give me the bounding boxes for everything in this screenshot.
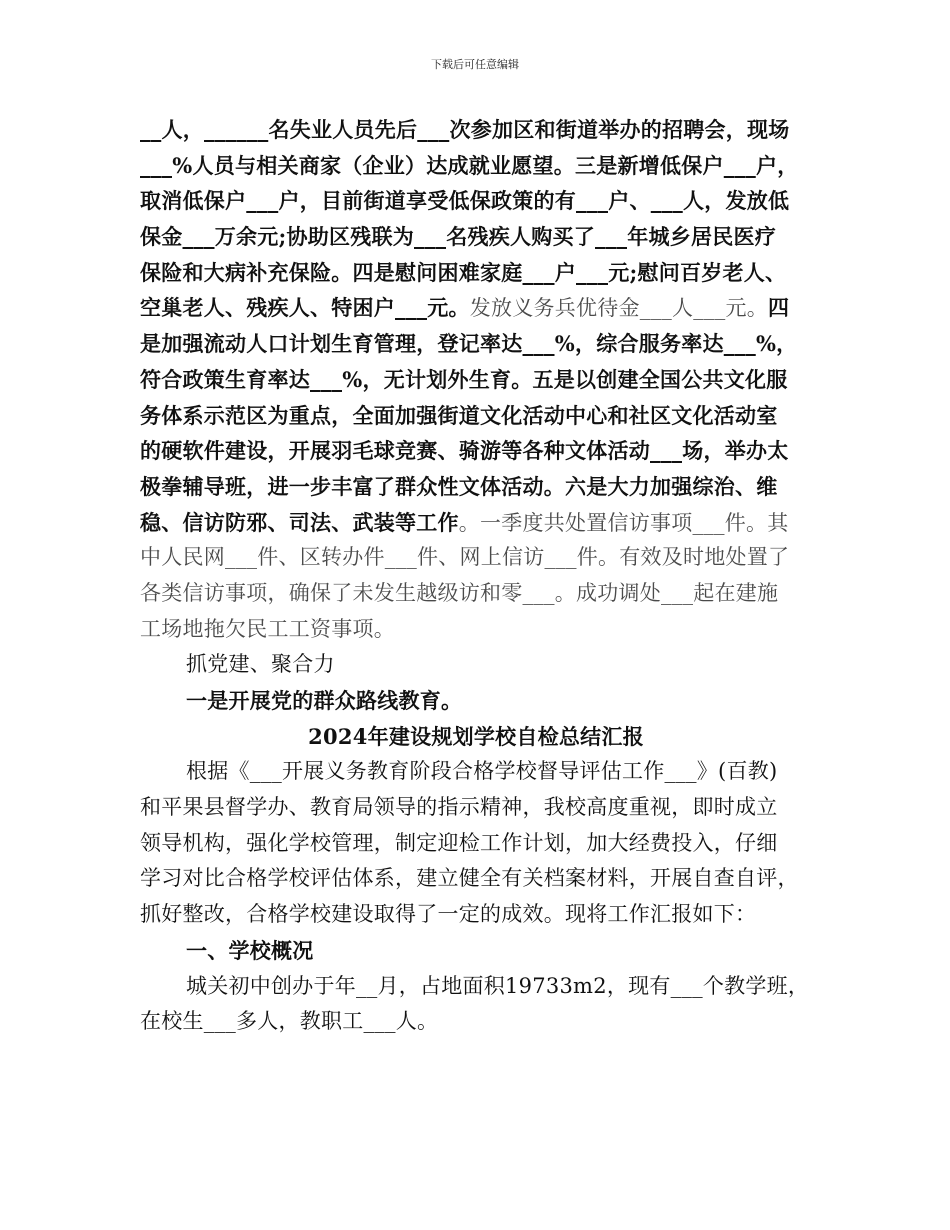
- section-heading: 一、学校概况: [186, 937, 314, 963]
- text-line: 保险和大病补充保险。四是慰问困难家庭___户___元;慰问百岁老人、: [140, 259, 787, 285]
- text-line: 学习对比合格学校评估体系，建立健全有关档案材料，开展自查自评，: [140, 866, 799, 891]
- text-line: ___%人员与相关商家（企业）达成就业愿望。三是新增低保户___户，: [140, 152, 799, 178]
- text-line: 在校生___多人，教职工___人。: [140, 1009, 439, 1034]
- page-header: 下载后可任意编辑: [431, 58, 519, 71]
- text-segment: 。一季度共处置信访事项___件。其: [458, 510, 789, 535]
- text-line: 领导机构，强化学校管理，制定迎检工作计划，加大经费投入，仔细: [140, 830, 778, 855]
- text-line: __人，______名失业人员先后___次参加区和街道举办的招聘会，现场: [140, 117, 790, 142]
- text-line: 工场地拖欠民工工资事项。: [140, 616, 395, 641]
- text-line: 和平果县督学办、教育局领导的指示精神，我校高度重视，即时成立: [140, 795, 778, 820]
- document-title: 2024年建设规划学校自检总结汇报: [308, 723, 644, 749]
- text-line: 中人民网___件、区转办件___件、网上信访___件。有效及时地处置了: [140, 545, 790, 570]
- text-segment-bold: 稳、信访防邪、司法、武装等工作: [140, 509, 459, 535]
- text-line: 取消低保户___户，目前街道享受低保政策的有___户、___人，发放低: [140, 188, 790, 214]
- text-segment-bold: 四: [768, 295, 790, 321]
- text-line: 符合政策生育率达___%，无计划外生育。五是以创建全国公共文化服: [140, 366, 788, 392]
- text-line: 各类信访事项，确保了未发生越级访和零___。成功调处___起在建施: [140, 580, 779, 605]
- text-line: 务体系示范区为重点，全面加强街道文化活动中心和社区文化活动室: [140, 402, 778, 428]
- subsection-heading: 一是开展党的群众路线教育。: [186, 688, 463, 713]
- text-line: 是加强流动人口计划生育管理，登记率达___%，综合服务率达___%，: [140, 331, 798, 357]
- section-heading: 抓党建、聚合力: [186, 652, 335, 677]
- text-line: 根据《___开展义务教育阶段合格学校督导评估工作___》(百教): [186, 759, 778, 784]
- text-line: 极拳辅导班，进一步丰富了群众性文体活动。六是大力加强综治、维: [140, 473, 778, 499]
- text-line: 保金___万余元;协助区残联为___名残疾人购买了___年城乡居民医疗: [140, 224, 776, 250]
- text-line: [140, 290, 812, 326]
- text-segment: 发放义务兵优待金___人___元。: [469, 296, 768, 321]
- text-line: 的硬软件建设，开展羽毛球竞赛、骑游等各种文体活动___场，举办太: [140, 438, 789, 464]
- text-segment-bold: 空巢老人、残疾人、特困户___元。: [140, 295, 470, 321]
- text-line: 城关初中创办于年__月，占地面积19733m2，现有___个教学班，: [186, 973, 810, 998]
- text-line: 抓好整改，合格学校建设取得了一定的成效。现将工作汇报如下：: [140, 902, 757, 927]
- text-line: [140, 505, 812, 541]
- document-body: [140, 112, 812, 1040]
